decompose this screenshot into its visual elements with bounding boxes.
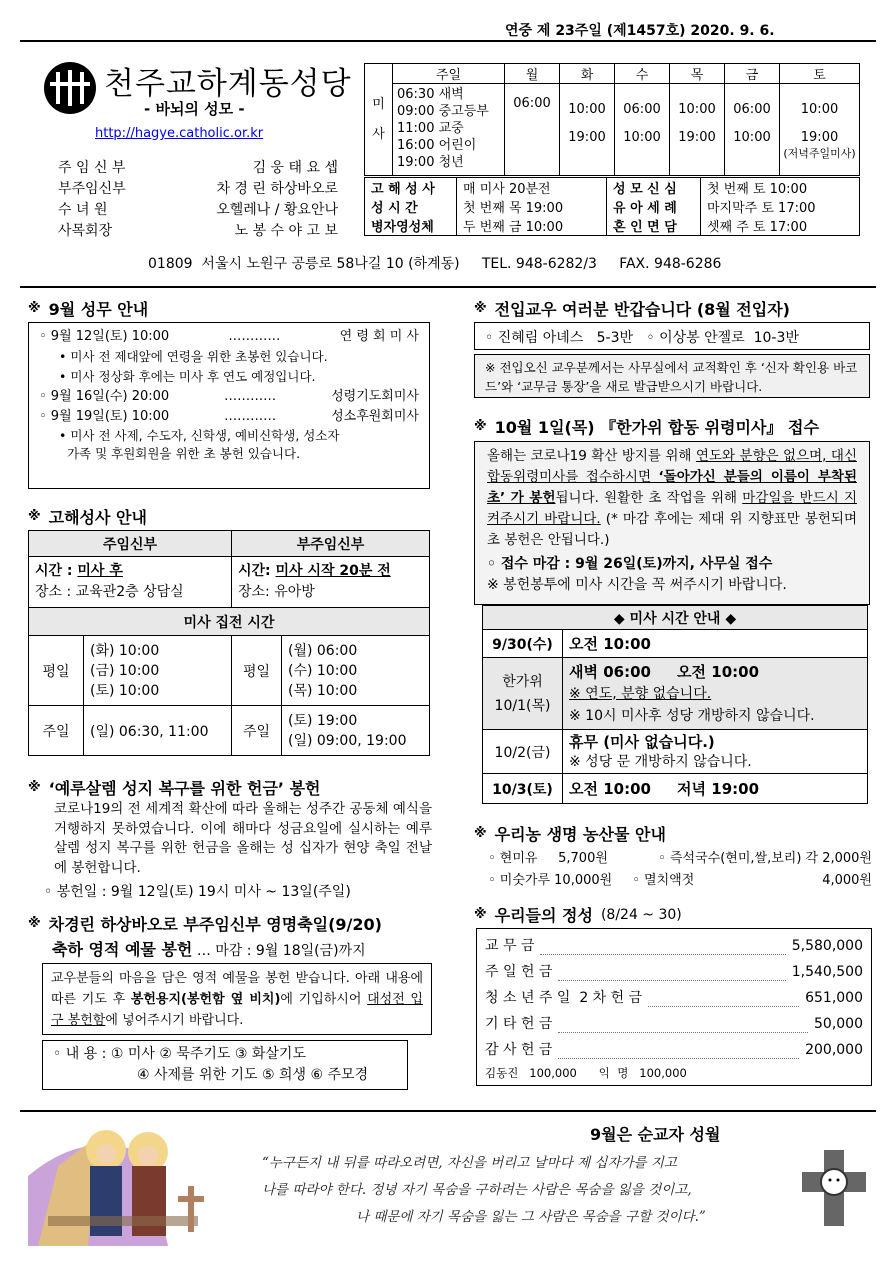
section-heading: 차경린 하상바오로 부주임신부 영명축일(9/20) bbox=[48, 915, 382, 934]
time: 06:00 bbox=[623, 102, 661, 117]
weekday-times-2 bbox=[282, 636, 430, 706]
event-name: 성령기도회미사 bbox=[331, 389, 419, 404]
feast-content-box bbox=[42, 1040, 408, 1090]
time: 19:00 청년 bbox=[397, 155, 464, 170]
mass-side: 미사 bbox=[372, 96, 385, 142]
mass-date: 10/2(금) bbox=[483, 730, 563, 774]
address-rule bbox=[20, 286, 876, 288]
farm-list bbox=[488, 848, 872, 892]
event-name: 성소후원회미사 bbox=[331, 409, 419, 424]
thu-times bbox=[670, 84, 725, 176]
chuseok-section-title bbox=[474, 415, 819, 438]
day-header: 금 bbox=[725, 64, 780, 84]
offer-amount: 50,000 bbox=[814, 1016, 863, 1032]
mass-time bbox=[563, 658, 868, 730]
leader bbox=[540, 933, 785, 955]
bullet-icon: ※ bbox=[28, 780, 41, 795]
time: (수) 10:00 bbox=[288, 662, 358, 679]
jerusalem-section-title bbox=[28, 776, 321, 799]
time: 19:00 bbox=[800, 130, 839, 145]
content-line: ④ 사제를 위한 기도 ⑤ 희생 ⑥ 주모경 bbox=[137, 1067, 369, 1083]
quote-line: “누구든지 내 뒤를 따라오려면, 자신을 버리고 날마다 제 십자가를 지고 bbox=[262, 1155, 677, 1171]
sept-box bbox=[28, 322, 430, 489]
text: 연도와 분향은 없으며, 대신 합동위령미사를 접수하시면 bbox=[487, 448, 857, 485]
chuseok-deadline: ◦ 접수 마감 : 9월 26일(토)까지, 사무실 접수 bbox=[487, 556, 773, 572]
time: 06:00 bbox=[513, 96, 551, 111]
footer-title: 9월은 순교자 성월 bbox=[590, 1125, 721, 1144]
mass-date: 9/30(수) bbox=[483, 630, 563, 658]
feast-subheading: 축하 영적 예물 봉헌 bbox=[52, 940, 193, 959]
sacrament-time: 매 미사 20분전 bbox=[457, 178, 607, 198]
table-title: ◆ 미사 시간 안내 ◆ bbox=[483, 606, 868, 630]
time: (월) 06:00 bbox=[288, 642, 358, 659]
day-header: 월 bbox=[505, 64, 560, 84]
sacrament-time: 셋째 주 토 17:00 bbox=[707, 220, 808, 235]
section-heading: 고해성사 안내 bbox=[48, 508, 147, 527]
time: 06:30 새벽 bbox=[397, 87, 464, 102]
footer-quote bbox=[262, 1150, 782, 1231]
issue-line: 연중 제 23주일 (제1457호) 2020. 9. 6. bbox=[505, 23, 775, 39]
event-date: ◦ 9월 16일(수) 20:00 bbox=[39, 389, 170, 404]
time: 16:00 어린이 bbox=[397, 138, 477, 153]
event-name: 연 령 회 미 사 bbox=[339, 329, 419, 344]
offer-type: 교 무 금 bbox=[485, 938, 535, 954]
mass-date bbox=[483, 658, 563, 730]
hours-header: 미사 집전 시간 bbox=[29, 608, 430, 636]
column-header: 부주임신부 bbox=[232, 531, 430, 557]
parish-url-link[interactable]: http://hagye.catholic.or.kr bbox=[95, 126, 264, 141]
sacrament-time: 첫 번째 토 10:00 bbox=[707, 182, 808, 197]
product: ◦ 현미유 5,700원 bbox=[488, 851, 608, 866]
sacrament-table bbox=[364, 177, 860, 236]
offer-type: 청 소 년 주 일 2 차 헌 금 bbox=[485, 990, 643, 1006]
offer-amount: 651,000 bbox=[805, 990, 863, 1006]
time: 19:00 bbox=[568, 130, 606, 145]
section-heading: ‘예루살렘 성지 복구를 위한 헌금’ 봉헌 bbox=[48, 779, 321, 798]
section-heading: 우리들의 정성 bbox=[494, 906, 593, 925]
note-line: ※ 10시 미사후 성당 개방하지 않습니다. bbox=[569, 707, 815, 724]
time-line: 휴무 (미사 없습니다.) bbox=[569, 732, 715, 751]
text: (* 마감 후에는 제대 위 지향표만 봉헌되며 초 봉헌은 안됩니다.) bbox=[487, 511, 857, 548]
label: 시간: bbox=[238, 563, 276, 579]
leader: ………… bbox=[224, 409, 277, 424]
chuseok-box bbox=[474, 441, 870, 605]
time: 10:00 bbox=[733, 130, 771, 145]
mass-label bbox=[365, 64, 393, 176]
farm-section-title bbox=[474, 822, 666, 845]
leader bbox=[558, 1037, 799, 1059]
time: (금) 10:00 bbox=[90, 662, 160, 679]
value: 미사 시작 20분 전 bbox=[275, 563, 391, 579]
staff-role: 사목회장 bbox=[58, 223, 113, 239]
sacrament-name: 유 아 세 례 bbox=[607, 197, 701, 216]
sunday-times-2 bbox=[282, 706, 430, 756]
confession-section-title bbox=[28, 505, 147, 528]
leader: ………… bbox=[224, 389, 277, 404]
time-note: (저녁주일미사) bbox=[783, 147, 856, 160]
sacrament-name: 성 모 신 심 bbox=[607, 178, 701, 198]
weekday-times-1 bbox=[84, 636, 232, 706]
quote-line: 나를 따라야 한다. 정녕 자기 목숨을 구하려는 사람은 목숨을 잃을 것이고, bbox=[262, 1182, 692, 1198]
time: (일) 09:00, 19:00 bbox=[288, 732, 407, 749]
section-heading: 10월 1일(목) 『한가위 합동 위령미사』 접수 bbox=[494, 418, 819, 437]
address-line: 01809 서울시 노원구 공릉로 58나길 10 (하계동) TEL. 948-6282/3 FAX. 948-6286 bbox=[148, 256, 722, 272]
confession-table bbox=[28, 530, 430, 756]
bullet-icon: ※ bbox=[28, 916, 41, 931]
time: (토) 19:00 bbox=[288, 712, 358, 729]
offer-period: (8/24 ~ 30) bbox=[600, 906, 682, 923]
feast-subtitle bbox=[52, 937, 366, 960]
day-header: 수 bbox=[615, 64, 670, 84]
sat-times bbox=[780, 84, 860, 176]
column-header: 주임신부 bbox=[29, 531, 232, 557]
sacrament-name: 병자영성체 bbox=[365, 216, 457, 236]
offer-donors: 김동진 100,000 익 명 100,000 bbox=[485, 1066, 687, 1080]
feast-section-title bbox=[28, 912, 382, 935]
bullet-icon: ※ bbox=[28, 301, 41, 316]
section-heading: 9월 성무 안내 bbox=[48, 300, 149, 319]
martyrs-illustration-icon bbox=[28, 1116, 228, 1246]
event-date: ◦ 9월 19일(토) 10:00 bbox=[39, 409, 170, 424]
offer-type: 주 일 헌 금 bbox=[485, 964, 553, 980]
staff-role: 부주임신부 bbox=[58, 181, 126, 197]
product: ◦ 멸치액젓 bbox=[632, 873, 695, 888]
event-note: • 미사 정상화 후에는 미사 후 연도 예정입니다. bbox=[59, 369, 316, 384]
label: 시간 : bbox=[35, 563, 78, 579]
bullet-icon: ※ bbox=[474, 419, 487, 434]
bullet-icon: ※ bbox=[28, 509, 41, 524]
text: 마감일을 반드시 지켜주시기 바랍니다. bbox=[487, 490, 857, 527]
wed-times bbox=[615, 84, 670, 176]
text: ‘돌아가신 분들의 이름이 부착된 초’ 가 봉헌 bbox=[487, 469, 858, 506]
note-line: ※ 연도, 분향 없습니다. bbox=[569, 685, 712, 702]
staff-name: 오헬레나 / 황요안나 bbox=[216, 202, 338, 218]
sacrament-time: 마지막주 토 17:00 bbox=[707, 201, 816, 216]
time: (목) 10:00 bbox=[288, 682, 358, 699]
offer-box bbox=[476, 928, 872, 1086]
bullet-icon: ※ bbox=[474, 301, 487, 316]
mass-schedule-table bbox=[364, 63, 860, 176]
staff-role: 주 임 신 부 bbox=[58, 160, 126, 176]
event-note: 가족 및 후원회원을 위한 초 봉헌 있습니다. bbox=[59, 446, 301, 461]
welcome-note: ※ 전입오신 교우분께서는 사무실에서 교적확인 후 ‘신자 확인용 바코드’와 ‘교무금 통장’을 새로 발급받으시기 바랍니다. bbox=[474, 354, 870, 398]
time: 10:00 bbox=[623, 130, 661, 145]
text: 교우분들의 마음을 담은 영적 예물을 봉헌 받습니다. 아래 내용에 따른 기도 후 bbox=[51, 971, 423, 1007]
parish-name: 천주교하계동성당 bbox=[104, 66, 352, 102]
offer-type: 기 타 헌 금 bbox=[485, 1016, 553, 1032]
weekday-label: 평일 bbox=[232, 636, 282, 706]
staff-name: 차 경 린 하상바오로 bbox=[216, 181, 338, 197]
sacrament-time: 첫 번째 목 19:00 bbox=[457, 197, 607, 216]
date-line: 한가위 bbox=[502, 673, 543, 690]
parish-logo-icon bbox=[42, 60, 98, 120]
text: 대성전 입구 봉헌함 bbox=[51, 992, 423, 1028]
text: 에 기입하시어 bbox=[280, 992, 368, 1007]
time: 06:00 bbox=[733, 102, 771, 117]
day-header: 주일 bbox=[393, 64, 505, 84]
offer-type: 감 사 헌 금 bbox=[485, 1042, 553, 1058]
time: (토) 10:00 bbox=[90, 682, 160, 699]
leader bbox=[558, 959, 785, 981]
text: 에 넣어주시기 바랍니다. bbox=[105, 1013, 244, 1028]
note-line: ※ 성당 문 개방하지 않습니다. bbox=[569, 753, 752, 770]
time-line: 새벽 06:00 오전 10:00 bbox=[569, 662, 760, 681]
time: 10:00 bbox=[568, 102, 606, 117]
tue-times bbox=[560, 84, 615, 176]
mass-time bbox=[563, 730, 868, 774]
place: 장소: 유아방 bbox=[238, 584, 315, 600]
time: (화) 10:00 bbox=[90, 642, 160, 659]
offer-amount: 5,580,000 bbox=[791, 938, 863, 954]
mass-date: 10/3(토) bbox=[483, 774, 563, 804]
sacrament-time: 두 번째 금 10:00 bbox=[457, 216, 607, 236]
time: 11:00 교중 bbox=[397, 121, 464, 136]
text: 됩니다. 원활한 초 작업을 위해 bbox=[555, 490, 743, 506]
leader bbox=[648, 985, 799, 1007]
day-header: 목 bbox=[670, 64, 725, 84]
product-price: 4,000원 bbox=[822, 873, 872, 888]
leader bbox=[558, 1011, 808, 1033]
chuseok-mass-table bbox=[482, 605, 868, 804]
time: 09:00 중고등부 bbox=[397, 104, 489, 119]
pastor-confession bbox=[29, 557, 232, 608]
product: ◦ 미숫가루 10,000원 bbox=[488, 873, 613, 888]
product: ◦ 즉석국수(현미,쌀,보리) 각 2,000원 bbox=[658, 851, 872, 866]
pilgrim-figure-icon bbox=[794, 1148, 874, 1232]
content-line: ◦ 내 용 : ① 미사 ② 묵주기도 ③ 화살기도 bbox=[53, 1046, 306, 1062]
time: 19:00 bbox=[678, 130, 716, 145]
feast-box bbox=[42, 963, 432, 1035]
staff-list bbox=[58, 158, 338, 242]
mon-times bbox=[505, 84, 560, 176]
jerusalem-body: 코로나19의 전 세계적 확산에 따라 올해는 성주간 공동체 예식을 거행하지 못하였습니다. 이에 해마다 성금요일에 실시하는 예루살렘 성지 복구를 위한 헌금을 올해는 성 십자가 현양 축일 전날에 봉헌합니다. bbox=[54, 801, 432, 876]
mass-time: 오전 10:00 저녁 19:00 bbox=[563, 774, 868, 804]
welcome-names: ◦ 진혜림 아녜스 5-3반 ◦ 이상봉 안젤로 10-3반 bbox=[474, 322, 870, 350]
sunday-times bbox=[393, 84, 505, 176]
welcome-section-title bbox=[474, 297, 790, 320]
value: 미사 후 bbox=[77, 563, 123, 579]
section-heading: 우리농 생명 농산물 안내 bbox=[494, 825, 666, 844]
offer-amount: 1,540,500 bbox=[791, 964, 863, 980]
bullet-icon: ※ bbox=[474, 907, 487, 922]
day-header: 화 bbox=[560, 64, 615, 84]
header-rule bbox=[20, 40, 876, 42]
jerusalem-date: ◦ 봉헌일 : 9월 12일(토) 19시 미사 ~ 13일(주일) bbox=[44, 884, 351, 900]
mass-time: 오전 10:00 bbox=[563, 630, 868, 658]
leader: ………… bbox=[228, 329, 281, 344]
staff-name: 김 웅 태 요 셉 bbox=[252, 160, 338, 176]
sunday-label: 주일 bbox=[232, 706, 282, 756]
place: 장소 : 교육관2층 상담실 bbox=[35, 584, 184, 600]
sunday-label: 주일 bbox=[29, 706, 84, 756]
weekday-label: 평일 bbox=[29, 636, 84, 706]
sacrament-name: 고 해 성 사 bbox=[365, 178, 457, 198]
bullet-icon: ※ bbox=[474, 826, 487, 841]
sacrament-name: 성 시 간 bbox=[365, 197, 457, 216]
time: 10:00 bbox=[678, 102, 716, 117]
assistant-confession bbox=[232, 557, 430, 608]
offer-section-title bbox=[474, 903, 682, 926]
feast-deadline: … 마감 : 9월 18일(금)까지 bbox=[196, 943, 366, 959]
chuseok-envelope-note: ※ 봉헌봉투에 미사 시간을 꼭 써주시기 바랍니다. bbox=[487, 577, 787, 593]
day-header: 토 bbox=[780, 64, 860, 84]
event-note: • 미사 전 제대앞에 연령을 위한 초봉헌 있습니다. bbox=[59, 349, 328, 364]
time: 10:00 bbox=[800, 102, 839, 117]
text: 봉헌용지(봉헌함 옆 비치) bbox=[130, 992, 281, 1007]
text: 올해는 코로나19 확산 방지를 위해 bbox=[487, 448, 696, 464]
sacrament-name: 혼 인 면 담 bbox=[607, 216, 701, 236]
staff-name: 노 봉 수 야 고 보 bbox=[234, 223, 338, 239]
staff-role: 수 녀 원 bbox=[58, 202, 108, 218]
footer-rule bbox=[20, 1110, 876, 1112]
date-line: 10/1(목) bbox=[494, 697, 551, 714]
offer-amount: 200,000 bbox=[805, 1042, 863, 1058]
quote-line: 나 때문에 자기 목숨을 잃는 그 사람은 목숨을 구할 것이다.” bbox=[356, 1209, 706, 1225]
sunday-times-1: (일) 06:30, 11:00 bbox=[84, 706, 232, 756]
section-heading: 전입교우 여러분 반갑습니다 (8월 전입자) bbox=[494, 300, 790, 319]
parish-patron: - 바뇌의 성모 - bbox=[144, 100, 245, 118]
fri-times bbox=[725, 84, 780, 176]
sept-section-title bbox=[28, 297, 148, 320]
event-note: • 미사 전 사제, 수도자, 신학생, 예비신학생, 성소자 bbox=[59, 428, 340, 443]
event-date: ◦ 9월 12일(토) 10:00 bbox=[39, 329, 170, 344]
